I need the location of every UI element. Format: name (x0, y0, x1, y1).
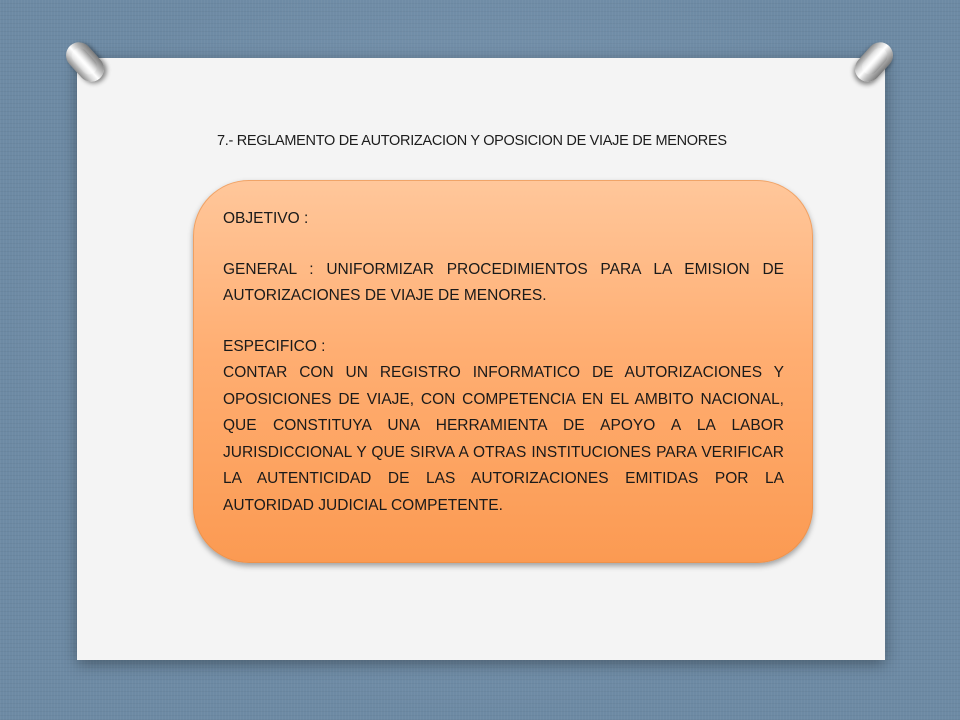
objetivo-heading: OBJETIVO : (223, 210, 309, 227)
objective-box-content (223, 206, 784, 519)
especifico-heading: ESPECIFICO : (223, 337, 326, 355)
slide-title: 7.- REGLAMENTO DE AUTORIZACION Y OPOSICION DE VIAJE DE MENORES (217, 133, 727, 149)
specific-objective-text: CONTAR CON UN REGISTRO INFORMATICO DE AUTORIZACIONES Y OPOSICIONES DE VIAJE, CON COMPETENCIA EN EL AMBITO NACIONAL, QUE CONSTITUYA UNA HERRAMIENTA DE APOYO A LA LABOR JURISDICCIONAL Y QUE SIRVA A OTRAS INSTITUCIONES PARA VERIFICAR LA AUTENTICIDAD DE LAS AUTORIZACIONES EMITIDAS POR LA AUTORIDAD JUDICIAL COMPETENTE. (223, 364, 784, 514)
spacer (223, 310, 784, 334)
general-objective-text: GENERAL : UNIFORMIZAR PROCEDIMIENTOS PARA LA EMISION DE AUTORIZACIONES DE VIAJE DE MENORES. (223, 260, 784, 304)
spacer (223, 233, 784, 257)
objective-box (193, 180, 813, 563)
